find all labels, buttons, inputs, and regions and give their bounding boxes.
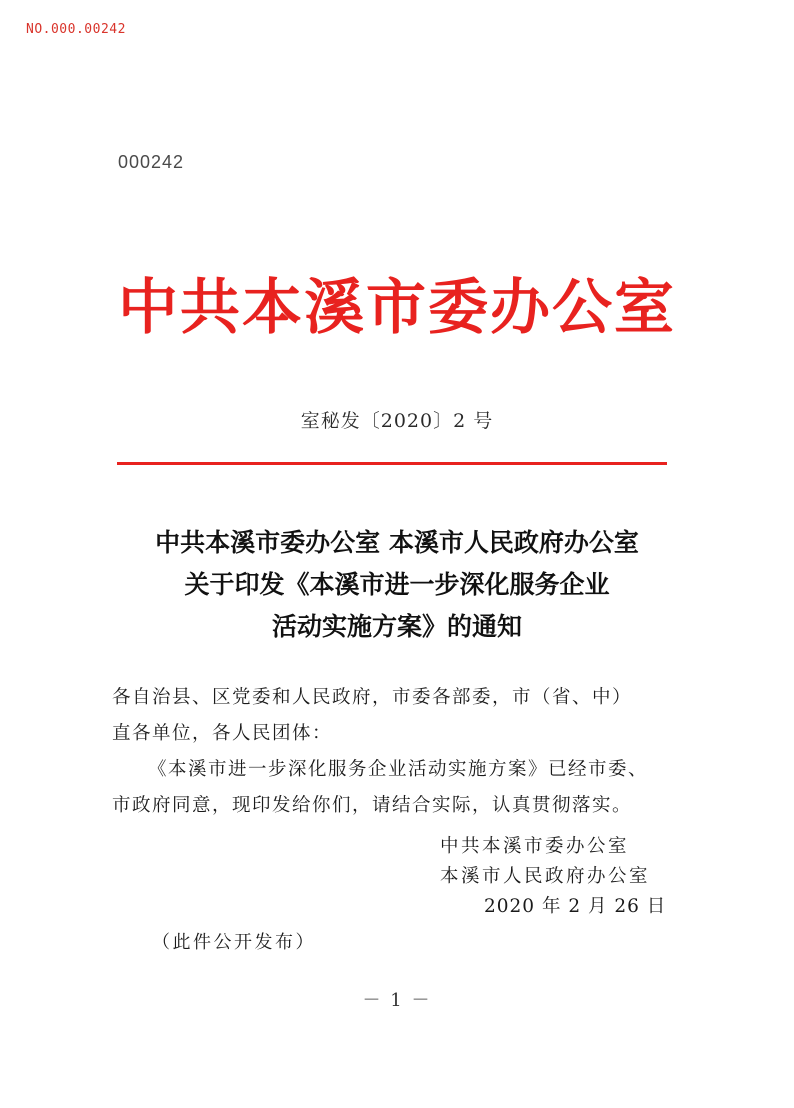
- signature-org-1: 中共本溪市委办公室: [440, 836, 630, 857]
- organization-header: 中共本溪市委办公室: [118, 273, 676, 343]
- page-number: － 1 －: [362, 990, 432, 1011]
- publication-note: （此件公开发布）: [152, 932, 316, 953]
- document-number: 室秘发〔2020〕2 号: [300, 410, 494, 432]
- recipients-line-1: 各自治县、区党委和人民政府，市委各部委，市（省、中）: [112, 687, 633, 708]
- paragraph-line-2: 市政府同意，现印发给你们，请结合实际，认真贯彻落实。: [112, 795, 633, 816]
- paragraph-line-1: 《本溪市进一步深化服务企业活动实施方案》已经市委、: [148, 759, 649, 780]
- title-line-3: 活动实施方案》的通知: [271, 612, 522, 641]
- recipients-line-2: 直各单位，各人民团体：: [112, 723, 333, 744]
- signature-date: 2020 年 2 月 26 日: [484, 896, 667, 917]
- title-line-2: 关于印发《本溪市进一步深化服务企业: [184, 570, 610, 599]
- serial-number-red: NO.000.00242: [26, 22, 126, 37]
- serial-number-gray: 000242: [118, 152, 185, 172]
- red-divider-line: [117, 462, 667, 465]
- document-title: [0, 522, 794, 648]
- title-line-1: 中共本溪市委办公室 本溪市人民政府办公室: [155, 528, 639, 557]
- signature-org-2: 本溪市人民政府办公室: [440, 866, 651, 887]
